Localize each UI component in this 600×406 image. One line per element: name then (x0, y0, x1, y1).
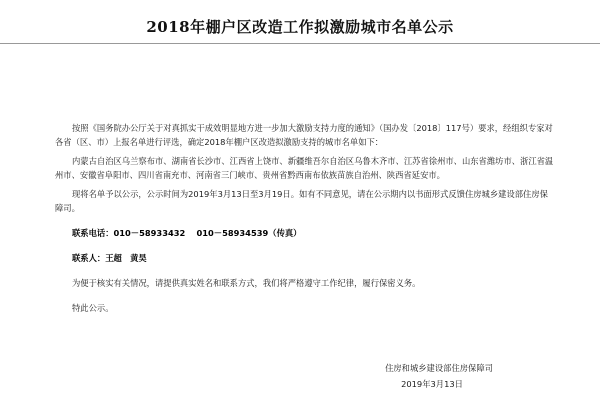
paragraph-closing: 特此公示。 (72, 303, 114, 313)
signature-organization: 住房和城乡建设部住房保障司 (385, 363, 493, 373)
contact-phone: 联系电话：010－58933432 010－58934539（传真） (72, 228, 302, 238)
paragraph-intro: 按照《国务院办公厅关于对真抓实干成效明显地方进一步加大激励支持力度的通知》（国办发〔2018〕117号）要求，经组织专家对各省（区、市）上报名单进行评选，确定2018年棚户区改造拟激励支持的城市名单如下： (55, 123, 553, 147)
contact-person: 联系人：王超 黄昊 (72, 253, 147, 263)
document-body (55, 121, 555, 315)
page-title: 2018年棚户区改造工作拟激励城市名单公示 (146, 18, 454, 36)
paragraph-confidential: 为便于核实有关情况，请提供真实姓名和联系方式，我们将严格遵守工作纪律，履行保密义务。 (72, 278, 421, 288)
paragraph-notice: 现将名单予以公示，公示时间为2019年3月13日至3月19日。如有不同意见，请在公示期内以书面形式反馈住房城乡建设部住房保障司。 (55, 189, 548, 213)
paragraph-city-list: 内蒙古自治区乌兰察布市、湖南省长沙市、江西省上饶市、新疆维吾尔自治区乌鲁木齐市、江苏省徐州市、山东省潍坊市、浙江省温州市、安徽省阜阳市、四川省南充市、河南省三门峡市、贵州省黔西南布依族苗族自治州、陕西省延安市。 (55, 156, 554, 180)
title-divider (0, 43, 600, 44)
signature-date: 2019年3月13日 (401, 379, 463, 389)
